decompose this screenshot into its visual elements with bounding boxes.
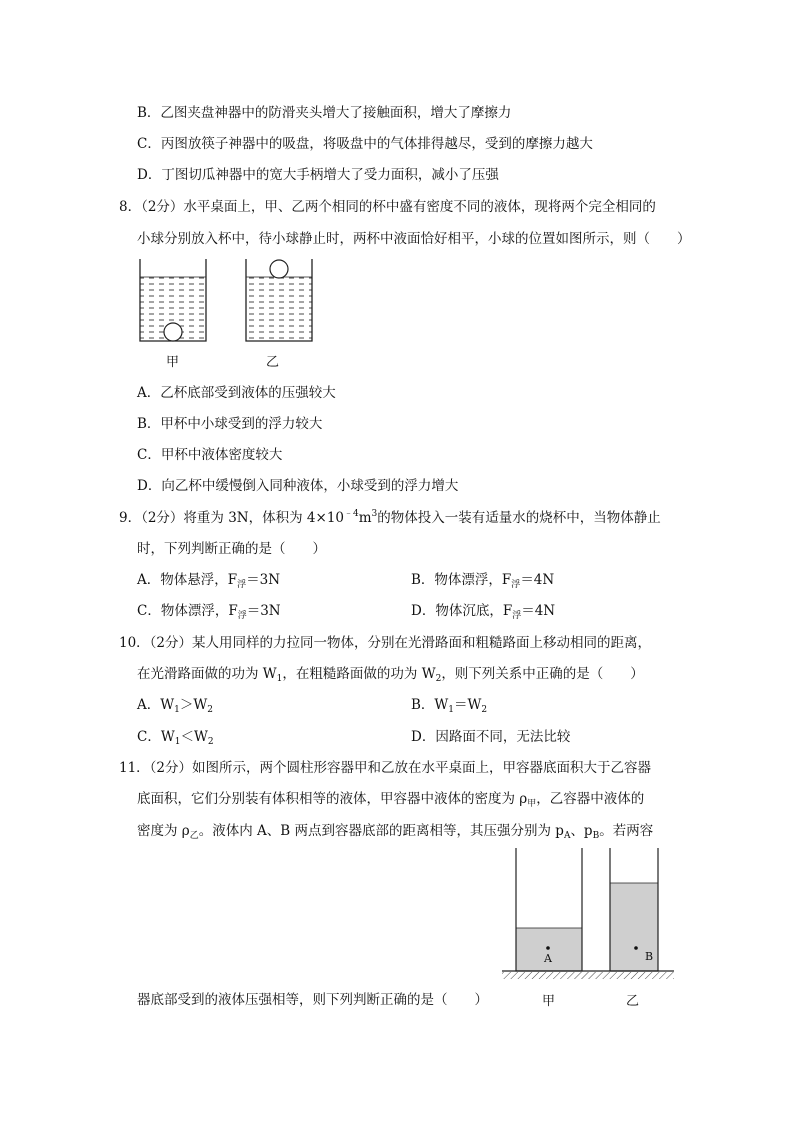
q8-option-b: B．甲杯中小球受到的浮力较大 bbox=[137, 416, 323, 432]
q9-stem-line2: 时，下列判断正确的是（ ） bbox=[137, 541, 326, 557]
q10-option-b: B．$W_1=W_2$ bbox=[411, 697, 488, 715]
q10-stem-line2: 在光滑路面做的功为 $W_1$，在粗糙路面做的功为 $W_2$，则下列关系中正确的是（ ） bbox=[137, 666, 644, 684]
q8-cups-figure bbox=[138, 257, 318, 347]
q9-stem-line1: 9．（2分）将重为 3N，体积为 $4\times 10^{﹣4}m^3$的物体投入一装有适量水的烧杯中，当物体静止 bbox=[119, 509, 661, 526]
q8-figure-label-jia: 甲 bbox=[166, 355, 180, 370]
q10-stem-line1: 10．（2分）某人用同样的力拉同一物体，分别在光滑路面和粗糙路面上移动相同的距离， bbox=[119, 635, 652, 651]
q9-option-d: D．物体沉底，$F_浮=4N$ bbox=[411, 603, 556, 621]
q10-option-c: C．$W_1<W_2$ bbox=[137, 729, 214, 747]
q11-point-b-label: B bbox=[645, 950, 654, 963]
q9-option-c: C．物体漂浮，$F_浮=3N$ bbox=[137, 603, 281, 621]
q9-option-a: A．物体悬浮，$F_浮=3N$ bbox=[137, 572, 281, 590]
q11-figure-label-yi: 乙 bbox=[626, 994, 640, 1009]
q8-stem-line2: 小球分别放入杯中，待小球静止时，两杯中液面恰好相平，小球的位置如图所示，则（ ） bbox=[137, 231, 691, 247]
q10-option-d: D．因路面不同，无法比较 bbox=[411, 729, 571, 745]
q8-option-d: D．向乙杯中缓慢倒入同种液体，小球受到的浮力增大 bbox=[137, 478, 459, 494]
q11-stem-line4: 器底部受到的液体压强相等，则下列判断正确的是（ ） bbox=[137, 992, 488, 1008]
q8-option-c: C．甲杯中液体密度较大 bbox=[137, 447, 283, 463]
q7-option-c: C．丙图放筷子神器中的吸盘，将吸盘中的气体排得越尽，受到的摩擦力越大 bbox=[137, 136, 593, 152]
q8-figure-label-yi: 乙 bbox=[266, 355, 280, 370]
q8-option-a: A．乙杯底部受到液体的压强较大 bbox=[137, 385, 336, 401]
q11-stem-line2: 底面积，它们分别装有体积相等的液体，甲容器中液体的密度为 $\rho_甲$，乙容器中液体的 bbox=[137, 791, 645, 809]
q10-option-a: A．$W_1>W_2$ bbox=[137, 697, 213, 715]
q11-figure-label-jia: 甲 bbox=[542, 994, 556, 1009]
q11-stem-line3: 密度为 $\rho_乙$。液体内 A、B 两点到容器底部的距离相等，其压强分别为 $p_A$、$p_B$。若两容 bbox=[137, 823, 654, 841]
q7-option-b: B．乙图夹盘神器中的防滑夹头增大了接触面积，增大了摩擦力 bbox=[137, 105, 512, 121]
q11-stem-line1: 11．（2分）如图所示，两个圆柱形容器甲和乙放在水平桌面上，甲容器底面积大于乙容器 bbox=[119, 760, 652, 776]
q8-stem-line1: 8．（2分）水平桌面上，甲、乙两个相同的杯中盛有密度不同的液体，现将两个完全相同的 bbox=[119, 199, 656, 215]
q11-point-a-label: A bbox=[544, 952, 552, 965]
q7-option-d: D．丁图切瓜神器中的宽大手柄增大了受力面积，减小了压强 bbox=[137, 167, 499, 183]
q9-option-b: B．物体漂浮，$F_浮=4N$ bbox=[411, 572, 555, 590]
